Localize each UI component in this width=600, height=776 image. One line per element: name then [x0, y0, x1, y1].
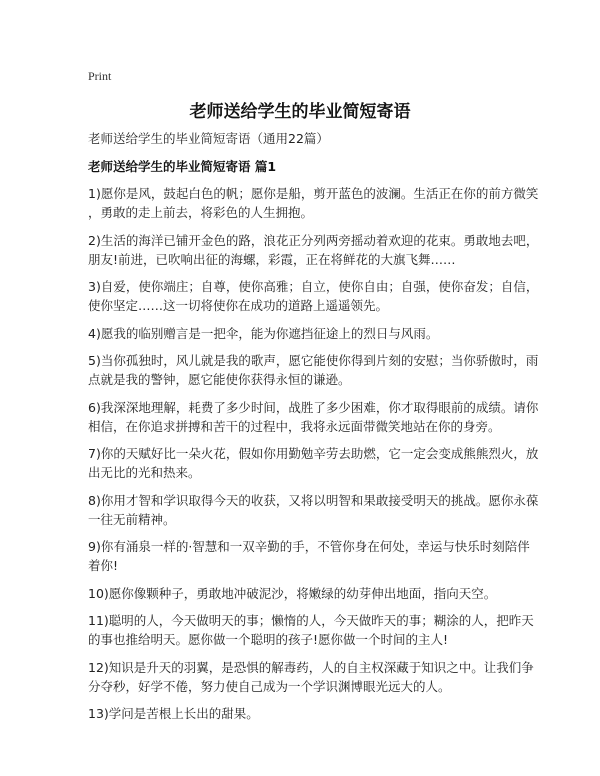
paragraph [88, 324, 548, 343]
paragraph-line: 8)你用才智和学识取得今天的收获，又将以明智和果敢接受明天的挑战。愿你永葆 [88, 492, 539, 508]
paragraph-line: 着你! [88, 558, 119, 573]
paragraph [88, 658, 548, 696]
section-heading: 老师送给学生的毕业简短寄语 篇1 [88, 159, 277, 174]
print-link[interactable]: Print [88, 69, 112, 83]
paragraph-line: 3)自爱，使你端庄；自尊，使你高雅；自立，使你自由；自强，使你奋发；自信， [88, 279, 539, 294]
paragraph [88, 184, 548, 222]
paragraph-line: 点就是我的警钟，愿它能使你获得永恒的谦逊。 [88, 372, 351, 387]
paragraph-line: 11)聪明的人，今天做明天的事；懒惰的人，今天做昨天的事；糊涂的人，把昨天 [88, 613, 534, 628]
paragraph-line: 2)生活的海洋已铺开金色的路，浪花正分列两旁摇动着欢迎的花束。勇敢地去吧， [88, 232, 539, 248]
paragraph [88, 491, 548, 529]
paragraph-list [88, 184, 548, 723]
paragraph-line: 朋友!前进，已吹响出征的海螺，彩霞，正在将鲜花的大旗飞舞…… [88, 251, 456, 267]
document-subtitle: 老师送给学生的毕业简短寄语（通用22篇） [88, 131, 329, 146]
paragraph [88, 231, 548, 269]
paragraph-line: 10)愿你像颗种子，勇敢地冲破泥沙，将嫩绿的幼芽伸出地面，指向天空。 [88, 585, 497, 601]
paragraph-line: 使你坚定……这一切将使你在成功的道路上遥遥领先。 [88, 298, 389, 313]
document-body [88, 129, 548, 732]
paragraph-line: 出无比的光和热来。 [88, 465, 201, 480]
paragraph [88, 611, 548, 649]
paragraph [88, 277, 548, 315]
paragraph [88, 398, 548, 436]
paragraph [88, 537, 548, 575]
paragraph [88, 351, 548, 389]
paragraph-line: 4)愿我的临别赠言是一把伞，能为你遮挡征途上的烈日与风雨。 [88, 325, 439, 341]
paragraph-line: 5)当你孤独时，风儿就是我的歌声，愿它能使你得到片刻的安慰；当你骄傲时，雨 [88, 353, 539, 368]
paragraph [88, 444, 548, 482]
paragraph-line: 13)学问是苦根上长出的甜果。 [88, 706, 259, 721]
paragraph-line: 1)愿你是风，鼓起白色的帆；愿你是船，剪开蓝色的波澜。生活正在你的前方微笑 [88, 186, 539, 201]
paragraph-line: 分夺秒，好学不倦，努力使自己成为一个学识渊博眼光远大的人。 [88, 678, 451, 694]
paragraph [88, 704, 548, 723]
paragraph-line: ，勇敢的走上前去，将彩色的人生拥抱。 [88, 205, 314, 220]
paragraph-line: 相信，在你追求拼搏和苦干的过程中，我将永远面带微笑地站在你的身旁。 [88, 418, 501, 434]
document-title: 老师送给学生的毕业简短寄语 [189, 102, 411, 122]
paragraph-line: 7)你的天赋好比一朵火花，假如你用勤勉辛劳去助燃，它一定会变成熊熊烈火，放 [88, 446, 539, 461]
paragraph-line: 12)知识是升天的羽翼，是恐惧的解毒药，人的自主权深藏于知识之中。让我们争 [88, 659, 534, 675]
paragraph-line: 6)我深深地理解，耗费了多少时间，战胜了多少困难，你才取得眼前的成绩。请你 [88, 399, 539, 415]
paragraph-line: 一往无前精神。 [88, 511, 176, 527]
paragraph [88, 584, 548, 603]
paragraph-line: 9)你有涌泉一样的·智慧和一双辛勤的手，不管你身在何处，幸运与快乐时刻陪伴 [88, 539, 530, 554]
paragraph-line: 的事也推给明天。愿你做一个聪明的孩子!愿你做一个时间的主人! [88, 632, 449, 647]
